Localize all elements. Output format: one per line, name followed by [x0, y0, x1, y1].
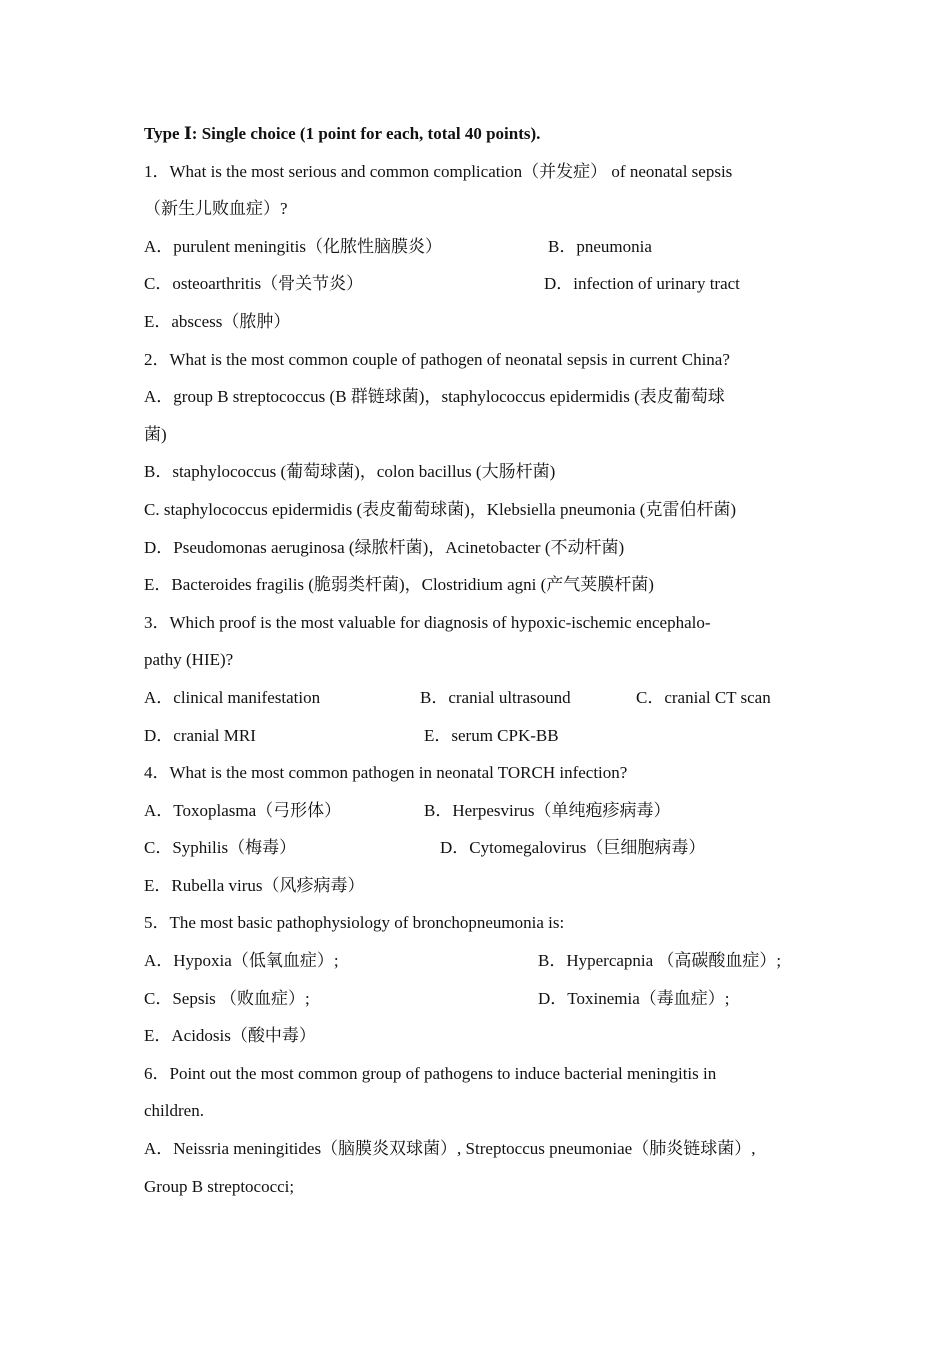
q1-option-e: E．abscess（脓肿） — [144, 311, 291, 331]
q5-option-b: B．Hypercapnia （高碳酸血症）; — [538, 951, 782, 971]
q3-options-row1 — [144, 684, 824, 722]
q1-stem-line1: 1．What is the most serious and common complication（并发症） of neonatal sepsis — [144, 161, 733, 181]
q4-option-d: D．Cytomegalovirus（巨细胞病毒） — [440, 838, 706, 858]
q5-options-row1 — [144, 947, 824, 985]
q2-option-a-line1: A．group B streptococcus (B 群链球菌)，staphylococcus epidermidis (表皮葡萄球 — [144, 387, 725, 407]
q1-option-b: B．pneumonia — [548, 236, 652, 256]
q5-option-d: D．Toxinemia（毒血症）; — [538, 988, 730, 1008]
q3-option-e: E．serum CPK-BB — [424, 725, 559, 745]
q2-option-e: E．Bacteroides fragilis (脆弱类杆菌)，Clostridium agni (产气荚膜杆菌) — [144, 575, 654, 595]
q3-stem-line2: pathy (HIE)? — [144, 650, 234, 670]
q3-option-c: C．cranial CT scan — [636, 687, 771, 707]
q1-option-a: A．purulent meningitis（化脓性脑膜炎） — [144, 236, 442, 256]
q6-stem-line2: children. — [144, 1101, 204, 1121]
q1-stem-line2: （新生儿败血症）? — [144, 199, 288, 219]
q1-options-row1 — [144, 233, 824, 271]
q4-option-a: A．Toxoplasma（弓形体） — [144, 800, 342, 820]
q3-option-b: B．cranial ultrasound — [420, 687, 571, 707]
q5-option-c: C．Sepsis （败血症）; — [144, 988, 310, 1008]
q2-stem: 2．What is the most common couple of pathogen of neonatal sepsis in current China? — [144, 349, 730, 369]
exam-page — [144, 120, 824, 1210]
q2-option-b: B．staphylococcus (葡萄球菌)，colon bacillus (大肠杆菌) — [144, 462, 556, 482]
q3-option-d: D．cranial MRI — [144, 725, 256, 745]
q6-option-a-line2: Group B streptococci; — [144, 1176, 295, 1196]
q6-option-a-line1: A．Neissria meningitides（脑膜炎双球菌）, Streptoccus pneumoniae（肺炎链球菌）, — [144, 1139, 756, 1159]
q2-option-c: C. staphylococcus epidermidis (表皮葡萄球菌)，Klebsiella pneumonia (克雷伯杆菌) — [144, 499, 737, 519]
q1-option-c: C．osteoarthritis（骨关节炎） — [144, 274, 364, 294]
q3-options-row2 — [144, 722, 824, 760]
q4-options-row1 — [144, 797, 824, 835]
section-heading: Type Ⅰ: Single choice (1 point for each, total 40 points). — [144, 124, 541, 143]
q4-option-c: C．Syphilis（梅毒） — [144, 838, 297, 858]
q2-option-a-line2: 菌) — [144, 424, 167, 444]
q3-stem-line1: 3．Which proof is the most valuable for diagnosis of hypoxic-ischemic encephalo- — [144, 612, 711, 632]
q4-option-b: B．Herpesvirus（单纯疱疹病毒） — [424, 800, 671, 820]
q6-stem-line1: 6．Point out the most common group of pathogens to induce bacterial meningitis in — [144, 1063, 717, 1083]
q4-option-e: E．Rubella virus（风疹病毒） — [144, 875, 365, 895]
q4-options-row2 — [144, 834, 824, 872]
q2-option-d: D．Pseudomonas aeruginosa (绿脓杆菌)，Acinetobacter (不动杆菌) — [144, 537, 625, 557]
q1-options-row2 — [144, 270, 824, 308]
q5-option-e: E．Acidosis（酸中毒） — [144, 1026, 316, 1046]
q4-stem: 4．What is the most common pathogen in neonatal TORCH infection? — [144, 763, 628, 783]
q5-options-row2 — [144, 985, 824, 1023]
q5-option-a: A．Hypoxia（低氧血症）; — [144, 951, 339, 971]
q5-stem: 5．The most basic pathophysiology of bronchopneumonia is: — [144, 913, 565, 933]
q1-option-d: D．infection of urinary tract — [544, 274, 740, 294]
q3-option-a: A．clinical manifestation — [144, 687, 321, 707]
